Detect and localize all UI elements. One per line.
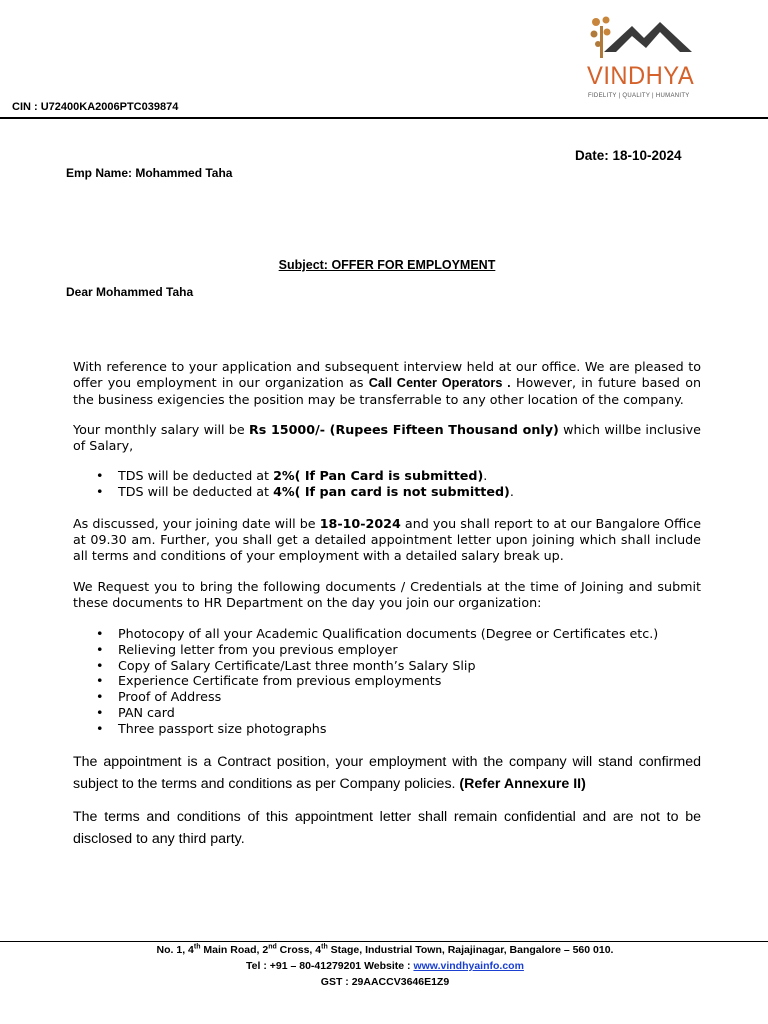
tds-list xyxy=(73,468,514,500)
brand-tagline: FIDELITY | QUALITY | HUMANITY xyxy=(588,93,690,99)
paragraph-text: Your monthly salary will be xyxy=(73,422,249,437)
documents-list xyxy=(73,626,658,737)
paragraph-text: The appointment is a Contract position, your employment with the company will stand confirmed subject to the terms and conditions as per Company policies. xyxy=(73,754,701,792)
paragraph-confidential: The terms and conditions of this appointment letter shall remain confidential and are not to be disclosed to any third party. xyxy=(73,809,701,847)
paragraph-salary xyxy=(73,422,701,454)
list-item xyxy=(73,484,514,500)
greeting: Dear Mohammed Taha xyxy=(66,285,194,299)
letter-subject: Subject: OFFER FOR EMPLOYMENT xyxy=(278,258,496,272)
brand-name: VINDHYA xyxy=(587,62,695,90)
website-link[interactable]: www.vindhyainfo.com xyxy=(413,960,524,972)
list-item: • Photocopy of all your Academic Qualification documents (Degree or Certificates etc.) xyxy=(73,626,658,642)
footer-gst: GST : 29AACCV3646E1Z9 xyxy=(320,976,450,988)
list-item-text: TDS will be deducted at xyxy=(118,483,274,499)
paragraph-text: As discussed, your joining date will be xyxy=(73,516,320,531)
salary-amount: Rs 15000/- (Rupees Fifteen Thousand only) xyxy=(248,422,559,437)
paragraph-text: and you shall report to at our Bangalore Office at 09.30 am. Further, you shall get a detailed appointment letter upon joining which shall include all terms and conditions of your employment with a detailed salary break up. xyxy=(73,516,702,563)
list-item: • PAN card xyxy=(73,705,658,721)
list-item: • Proof of Address xyxy=(73,689,658,705)
footer-address xyxy=(0,944,768,956)
address-suffix: th xyxy=(193,943,201,951)
address-suffix: nd xyxy=(268,943,277,951)
address-suffix: th xyxy=(321,943,328,951)
address-text: Main Road, 2 xyxy=(200,944,269,956)
footer-contact xyxy=(0,960,768,972)
telephone-text: Tel : +91 – 80-41279201 Website : xyxy=(246,960,414,972)
paragraph-contract xyxy=(73,751,701,795)
tds-rate: 4%( If pan card is not submitted) xyxy=(273,483,510,499)
address-text: Stage, Industrial Town, Rajajinagar, Bangalore – 560 010. xyxy=(327,944,614,956)
cin-number: CIN : U72400KA2006PTC039874 xyxy=(12,101,179,113)
paragraph-offer xyxy=(73,359,701,407)
list-item-text: . xyxy=(509,483,514,499)
employee-name: Emp Name: Mohammed Taha xyxy=(66,166,233,180)
list-item: • Three passport size photographs xyxy=(73,721,658,737)
paragraph-documents: We Request you to bring the following documents / Credentials at the time of Joining and submit these documents to HR Department on the day you join our organization: xyxy=(73,579,701,610)
list-item-text: TDS will be deducted at xyxy=(118,468,274,483)
paragraph-text: With reference to your application and subsequent interview held at our office. We are pleased to offer you employment in our organization as xyxy=(73,359,701,390)
tds-rate: 2%( If Pan Card is submitted) xyxy=(273,468,484,483)
job-role: Call Center Operators . xyxy=(368,375,511,390)
list-item: • Relieving letter from you previous employer xyxy=(73,642,658,658)
list-item xyxy=(73,468,514,484)
address-text: Cross, 4 xyxy=(276,944,322,956)
joining-date: 18-10-2024 xyxy=(319,516,401,531)
mountain-icon xyxy=(604,22,692,52)
paragraph-joining xyxy=(73,516,701,563)
paragraph-text: which willbe inclusive of Salary, xyxy=(73,422,701,453)
list-item: • Copy of Salary Certificate/Last three month’s Salary Slip xyxy=(73,658,658,674)
header-divider xyxy=(0,117,768,119)
list-item-text: . xyxy=(483,468,488,483)
annexure-reference: (Refer Annexure II) xyxy=(459,776,586,792)
address-text: No. 1, 4 xyxy=(156,944,194,956)
list-item: • Experience Certificate from previous employments xyxy=(73,673,658,689)
footer-divider xyxy=(0,941,768,942)
paragraph-text: However, in future based on the business exigencies the position may be transferrable to any other location of the company. xyxy=(73,374,701,407)
letter-date: Date: 18-10-2024 xyxy=(575,148,682,163)
